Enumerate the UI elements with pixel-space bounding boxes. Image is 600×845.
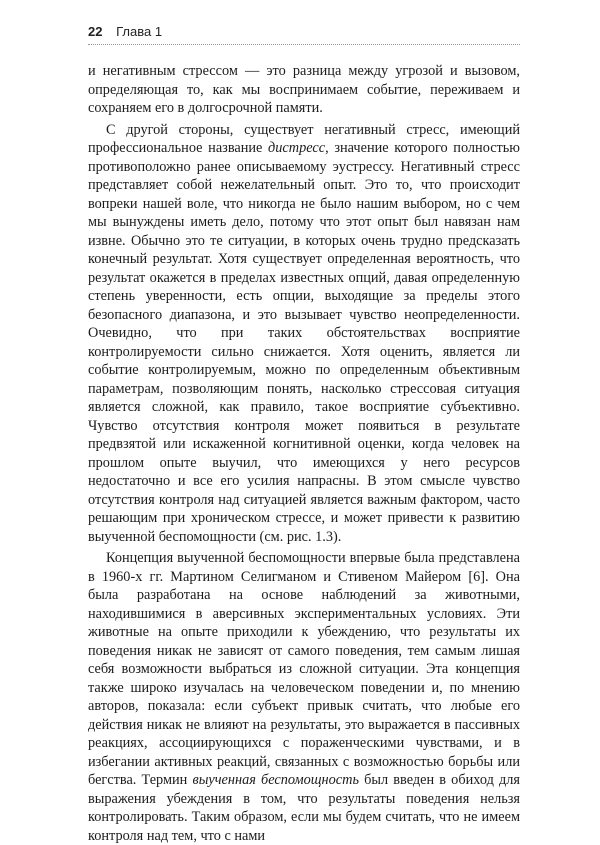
paragraph-helplessness-body: был введен в обиход для выражения убеждения в том, что результаты поведения нельзя контролировать. Таким образом, если мы будем считать, что не имеем контроля над тем, что с нами	[88, 772, 521, 844]
paragraph-distress	[88, 121, 520, 547]
body-text	[88, 62, 520, 845]
header-rule	[88, 44, 520, 45]
paragraph-learned-helplessness	[88, 549, 520, 845]
page-number: 22	[88, 24, 103, 39]
term-distress: дистресс	[268, 140, 326, 156]
chapter-title: Глава 1	[116, 24, 163, 39]
paragraph-helplessness-lead: Концепция выученной беспомощности впервые была представлена в 1960-х гг. Мартином Селигманом и Стивеном Майером [6]. Она была разработана на основе наблюдений за животными, находившимися в аверсивных экспериментальных условиях. Эти животные на опыте приходили к убеждению, что результаты их поведения никак не зависят от самого поведения, тем самым лишая себя возможности выбраться из сложной ситуации. Эта концепция также широко изучалась на человеческом поведении и, по мнению авторов, показала: если субъект привык считать, что любые его действия никак не влияют на результаты, это выражается в пассивных реакциях, ассоциирующихся с пораженческими чувствами, и в избегании активных реакций, связанных с возможностью борьбы или бегства. Термин	[88, 550, 520, 788]
running-head	[88, 24, 162, 39]
paragraph-distress-body: , значение которого полностью противоположно ранее описываемому эустрессу. Негативный стресс представляет собой нежелательный опыт. Это то, что происходит вопреки нашей воле, что никогда не было нашим выбором, но с чем мы вынуждены иметь дело, потому что этот опыт был навязан нам извне. Обычно это те ситуации, в которых очень трудно предсказать конечный результат. Хотя существует определенная вероятность, что результат окажется в пределах известных опций, давая определенную степень уверенности, есть опции, выходящие за пределы этого безопасного диапазона, и это вызывает чувство неопределенности. Очевидно, что при таких обстоятельствах восприятие контролируемости сильно снижается. Хотя оценить, является ли событие контролируемым, можно по определенным объективным параметрам, позволяющим понять, насколько стрессовая ситуация является сложной, как правило, такое восприятие субъективно. Чувство отсутствия контроля может появиться в результате предвзятой или искаженной когнитивной оценки, когда человек на прошлом опыте выучил, что имеющихся у него ресурсов недостаточно и все его усилия напрасны. В этом смысле чувство отсутствия контроля над ситуацией является важным фактором, часто решающим при хроническом стрессе, и может привести к развитию выученной беспомощности (см. рис. 1.3).	[88, 140, 520, 545]
paragraph-continuation: и негативным стрессом — это разница между угрозой и вызовом, определяющая то, как мы воспринимаем событие, переживаем и сохраняем его в долгосрочной памяти.	[88, 63, 520, 116]
term-learned-helplessness: выученная беспомощность	[192, 772, 359, 788]
paragraph-distress-lead: С другой стороны, существует негативный стресс, имеющий профессиональное название	[88, 121, 520, 156]
